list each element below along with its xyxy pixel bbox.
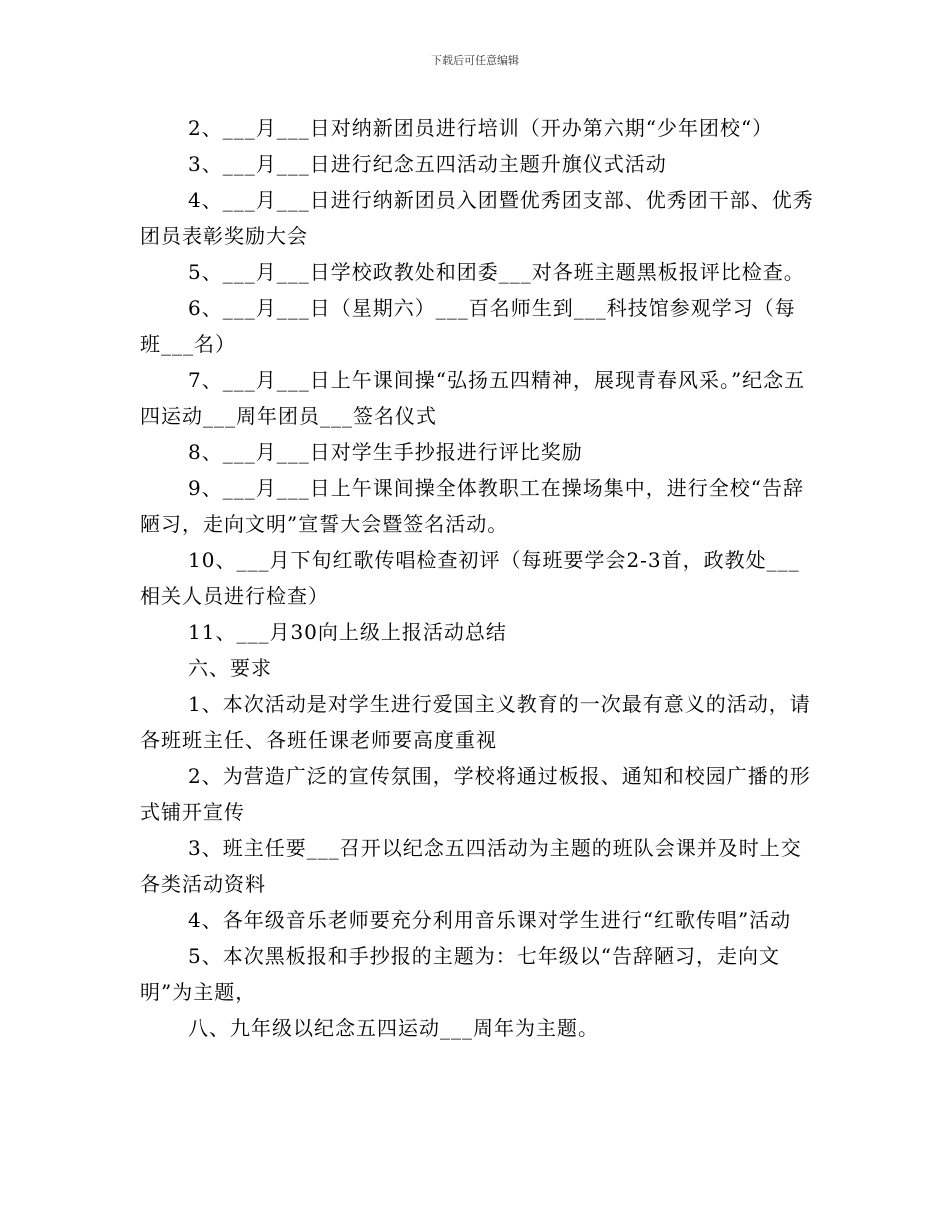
page-header-note: 下载后可任意编辑 xyxy=(431,54,519,67)
paragraph-requirement-3: 3、班主任要___召开以纪念五四活动为主题的班队会课并及时上交各类活动资料 xyxy=(140,836,802,896)
paragraph-requirement-4: 4、各年级音乐老师要充分利用音乐课对学生进行“红歌传唱”活动 xyxy=(188,908,792,932)
paragraph-schedule-5: 5、___月___日学校政教处和团委___对各班主题黑板报评比检查。 xyxy=(188,260,805,284)
paragraph-requirement-5-continued: 八、九年级以纪念五四运动___周年为主题。 xyxy=(188,1016,599,1040)
paragraph-schedule-8: 8、___月___日对学生手抄报进行评比奖励 xyxy=(188,440,583,464)
paragraph-schedule-9: 9、___月___日上午课间操全体教职工在操场集中，进行全校“告辞陋习，走向文明”宣誓大会暨签名活动。 xyxy=(140,476,804,536)
paragraph-schedule-11: 11、___月30向上级上报活动总结 xyxy=(188,620,507,644)
paragraph-schedule-2: 2、___月___日对纳新团员进行培训（开办第六期“少年团校“） xyxy=(188,116,774,140)
paragraph-schedule-6: 6、___月___日（星期六）___百名师生到___科技馆参观学习（每班___名） xyxy=(140,296,796,356)
section-heading-requirements: 六、要求 xyxy=(188,656,272,680)
paragraph-schedule-4: 4、___月___日进行纳新团员入团暨优秀团支部、优秀团干部、优秀团员表彰奖励大会 xyxy=(140,188,814,248)
document-body xyxy=(140,110,815,1046)
paragraph-schedule-3: 3、___月___日进行纪念五四活动主题升旗仪式活动 xyxy=(188,152,667,176)
paragraph-requirement-2: 2、为营造广泛的宣传氛围，学校将通过板报、通知和校园广播的形式铺开宣传 xyxy=(140,764,811,824)
paragraph-requirement-1: 1、本次活动是对学生进行爱国主义教育的一次最有意义的活动，请各班班主任、各班任课老师要高度重视 xyxy=(140,692,811,752)
paragraph-schedule-7: 7、___月___日上午课间操“弘扬五四精神，展现青春风采。”纪念五四运动___周年团员___签名仪式 xyxy=(140,368,806,428)
paragraph-requirement-5: 5、本次黑板报和手抄报的主题为：七年级以“告辞陋习，走向文明”为主题， xyxy=(140,944,780,1004)
paragraph-schedule-10: 10、___月下旬红歌传唱检查初评（每班要学会2-3首，政教处___相关人员进行检查） xyxy=(140,548,800,608)
